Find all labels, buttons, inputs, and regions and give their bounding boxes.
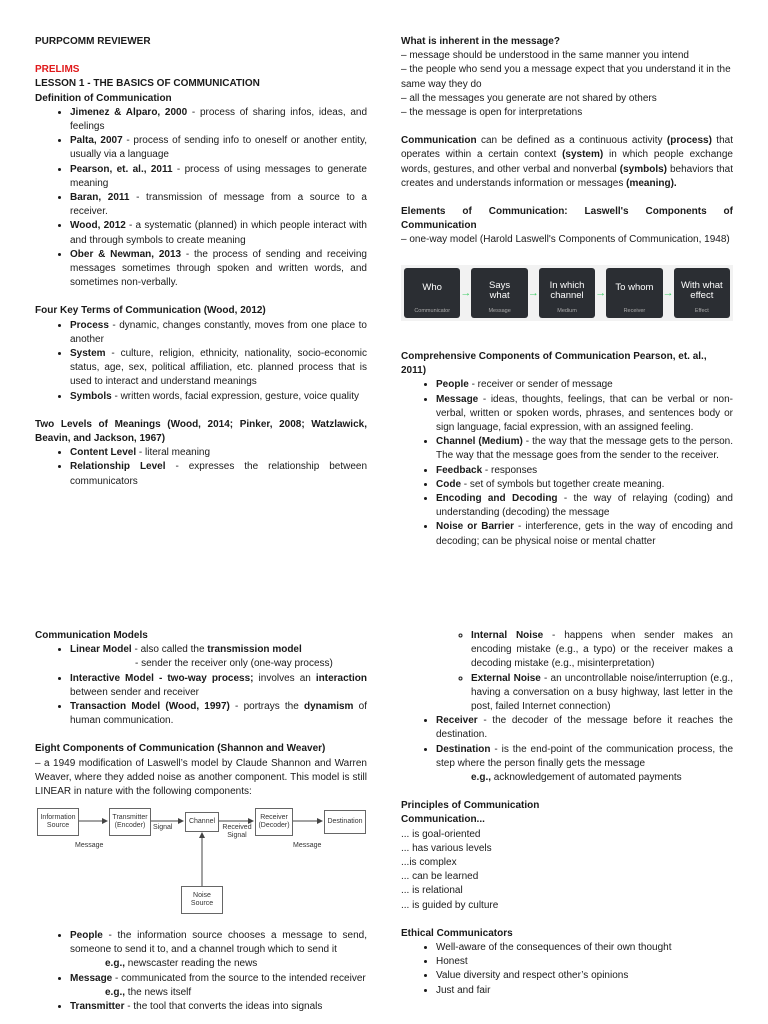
elements-heading: Elements of Communication: Laswell's Components of Communication — [401, 206, 733, 232]
right-column-components — [401, 350, 733, 549]
prelims-heading: PRELIMS — [35, 64, 80, 76]
principle-line: ... is relational — [401, 885, 463, 897]
laswell-box-says-what: Says what Message — [471, 268, 527, 318]
receiver-box: Receiver (Decoder) — [255, 808, 293, 836]
example-line: e.g., newscaster reading the news — [105, 958, 258, 970]
message-label: Message — [75, 842, 104, 849]
levels-heading: Two Levels of Meanings (Wood, 2014; Pinker, 2008; Watzlawick, Beavin, and Jackson, 1967) — [35, 418, 367, 445]
message-label: Message — [293, 842, 322, 849]
list-item: • Feedback - responses — [436, 464, 733, 478]
list-item: • Destination - is the end-point of the communication process, the step where the person finally gets the message — [436, 743, 733, 771]
list-item: • Linear Model - also called the transmission model - sender the receiver only (one-way process) — [70, 643, 367, 671]
elements-text: – one-way model (Harold Laswell's Components of Communication, 1948) — [401, 234, 730, 246]
right-column-top — [401, 35, 733, 248]
list-item: • Encoding and Decoding - the way of relaying (coding) and understanding (decoding) the message — [436, 492, 733, 520]
components-list — [401, 378, 733, 548]
list-item: • Receiver - the decoder of the message before it reaches the destination. — [436, 714, 733, 742]
list-item: • Honest — [436, 955, 733, 969]
shannon-components-list — [35, 1000, 367, 1014]
list-item: • Noise or Barrier - interference, gets in the way of encoding and decoding; can be physical noise or mental chatter — [436, 520, 733, 548]
four-terms-heading: Four Key Terms of Communication (Wood, 2012) — [35, 305, 266, 317]
information-source-box: Information Source — [37, 808, 79, 836]
list-item: • People - the information source chooses a message to send, someone to send it to, and a channel trough which to send it — [70, 929, 367, 957]
list-item: • Ober & Newman, 2013 - the process of sending and receiving messages sometimes through spoken and written words, and sometimes non-verbally. — [70, 248, 367, 291]
four-terms-list — [35, 319, 367, 404]
list-item: • Value diversity and respect other’s opinions — [436, 969, 733, 983]
list-item: • Jimenez & Alparo, 2000 - process of sharing infos, ideas, and feelings — [70, 106, 367, 134]
principle-line: ... is goal-oriented — [401, 828, 481, 840]
list-item: • Symbols - written words, facial expression, gesture, voice quality — [70, 390, 367, 404]
list-item: • Just and fair — [436, 984, 733, 998]
models-list — [35, 643, 367, 728]
ethical-heading: Ethical Communicators — [401, 927, 513, 939]
list-item: • Well-aware of the consequences of their own thought — [436, 941, 733, 955]
inherent-line: – the message is open for interpretations — [401, 107, 583, 119]
list-item: • People - receiver or sender of message — [436, 378, 733, 392]
list-item: • Message - ideas, thoughts, feelings, that can be verbal or non-verbal, written or spoken words, phrases, and sentences body or sign language, facial expression, with an assigned feeling. — [436, 393, 733, 436]
list-item: • Pearson, et. al., 2011 - process of using messages to generate meaning — [70, 163, 367, 191]
principle-line: ... is guided by culture — [401, 899, 499, 911]
list-item: • Baran, 2011 - transmission of message from a source to a receiver. — [70, 191, 367, 219]
left-column-top — [35, 35, 367, 489]
laswell-box-effect: With what effect Effect — [674, 268, 730, 318]
list-item: • Message - communicated from the source to the intended receiver — [70, 972, 367, 986]
principle-line: ... has various levels — [401, 842, 492, 854]
arrow-right-icon: → — [460, 286, 472, 299]
eight-components-heading: Eight Components of Communication (Shannon and Weaver) — [35, 743, 326, 755]
list-item: ◦ External Noise - an uncontrollable noise/interruption (e.g., having a conversation on a busy highway, last letter in the post, failed Internet connection) — [471, 672, 733, 715]
inherent-line: – all the messages you generate are not shared by others — [401, 92, 657, 104]
example-line: e.g., acknowledgement of automated payments — [471, 772, 682, 784]
ethical-list — [401, 941, 733, 998]
channel-box: Channel — [185, 812, 219, 832]
inherent-heading: What is inherent in the message? — [401, 36, 560, 47]
principles-subheading: Communication... — [401, 814, 485, 826]
list-item: • Relationship Level - expresses the relationship between communicators — [70, 460, 367, 488]
list-item: • System - culture, religion, ethnicity, nationality, socio-economic status, age, sex, political affiliation, etc. planned process that is used to interact and understand meanings — [70, 347, 367, 390]
list-item: • Transmitter - the tool that converts the ideas into signals — [70, 1000, 367, 1014]
signal-label: Signal — [153, 824, 173, 831]
left-column-components — [35, 929, 367, 1014]
models-heading: Communication Models — [35, 630, 148, 641]
noise-source-box: Noise Source — [181, 886, 223, 914]
components-heading: Comprehensive Components of Communication Pearson, et. al., 2011) — [401, 351, 707, 377]
laswell-diagram — [401, 265, 733, 321]
example-line: e.g., the news itself — [105, 986, 192, 998]
right-column-bottom — [401, 629, 733, 998]
shannon-components-list — [35, 929, 367, 957]
arrow-right-icon: → — [527, 286, 539, 299]
levels-list — [35, 446, 367, 489]
list-item: • Interactive Model - two-way process; involves an interaction between sender and receiver — [70, 672, 367, 700]
definition-list — [35, 106, 367, 291]
list-item: • Palta, 2007 - process of sending info to oneself or another entity, usually via a language — [70, 134, 367, 162]
laswell-box-who: Who Communicator — [404, 268, 460, 318]
shannon-weaver-diagram — [35, 804, 367, 924]
list-item: • Content Level - literal meaning — [70, 446, 367, 460]
noise-sublist — [401, 629, 733, 714]
list-item: • Channel (Medium) - the way that the message gets to the person. The way that the message goes from the sender to the receiver. — [436, 435, 733, 463]
lesson-heading: LESSON 1 - THE BASICS OF COMMUNICATION — [35, 78, 260, 90]
laswell-box-to-whom: To whom Receiver — [606, 268, 662, 318]
document-title: PURPCOMM REVIEWER — [35, 36, 151, 47]
list-item: • Process - dynamic, changes constantly, moves from one place to another — [70, 319, 367, 347]
definition-heading: Definition of Communication — [35, 92, 172, 104]
transmitter-box: Transmitter (Encoder) — [109, 808, 151, 836]
arrow-right-icon: → — [595, 286, 607, 299]
eight-components-text: – a 1949 modification of Laswell’s model by Claude Shannon and Warren Weaver, where they added noise as another component. This model is still LINEAR in nature with the following components: — [35, 757, 367, 798]
list-item: • Transaction Model (Wood, 1997) - portrays the dynamism of human communication. — [70, 700, 367, 728]
list-item: ◦ Internal Noise - happens when sender makes an encoding mistake (e.g., a typo) or the receiver makes a decoding mistake (e.g., misinterpretation) — [471, 629, 733, 672]
principle-line: ... can be learned — [401, 871, 479, 883]
principle-line: ...is complex — [401, 857, 457, 869]
destination-box: Destination — [324, 810, 366, 834]
left-column-bottom — [35, 629, 367, 799]
shannon-components-list — [35, 972, 367, 986]
inherent-line: – the people who send you a message expect that you understand it in the same way they do — [401, 64, 731, 90]
communication-definition: Communication can be defined as a continuous activity (process) that operates within a certain context (system) in which people exchange words, gestures, and other verbal and nonverbal (symbols) behaviors that creates and understands information or messages (meaning). — [401, 135, 733, 189]
receiver-destination-list — [401, 714, 733, 771]
received-signal-label: Received Signal — [222, 824, 252, 839]
laswell-box-channel: In which channel Medium — [539, 268, 595, 318]
list-item: • Wood, 2012 - a systematic (planned) in which people interact with and through symbols to create meaning — [70, 219, 367, 247]
inherent-line: – message should be understood in the same manner you intend — [401, 50, 689, 62]
principles-heading: Principles of Communication — [401, 800, 540, 812]
list-item: • Code - set of symbols but together create meaning. — [436, 478, 733, 492]
arrow-right-icon: → — [662, 286, 674, 299]
